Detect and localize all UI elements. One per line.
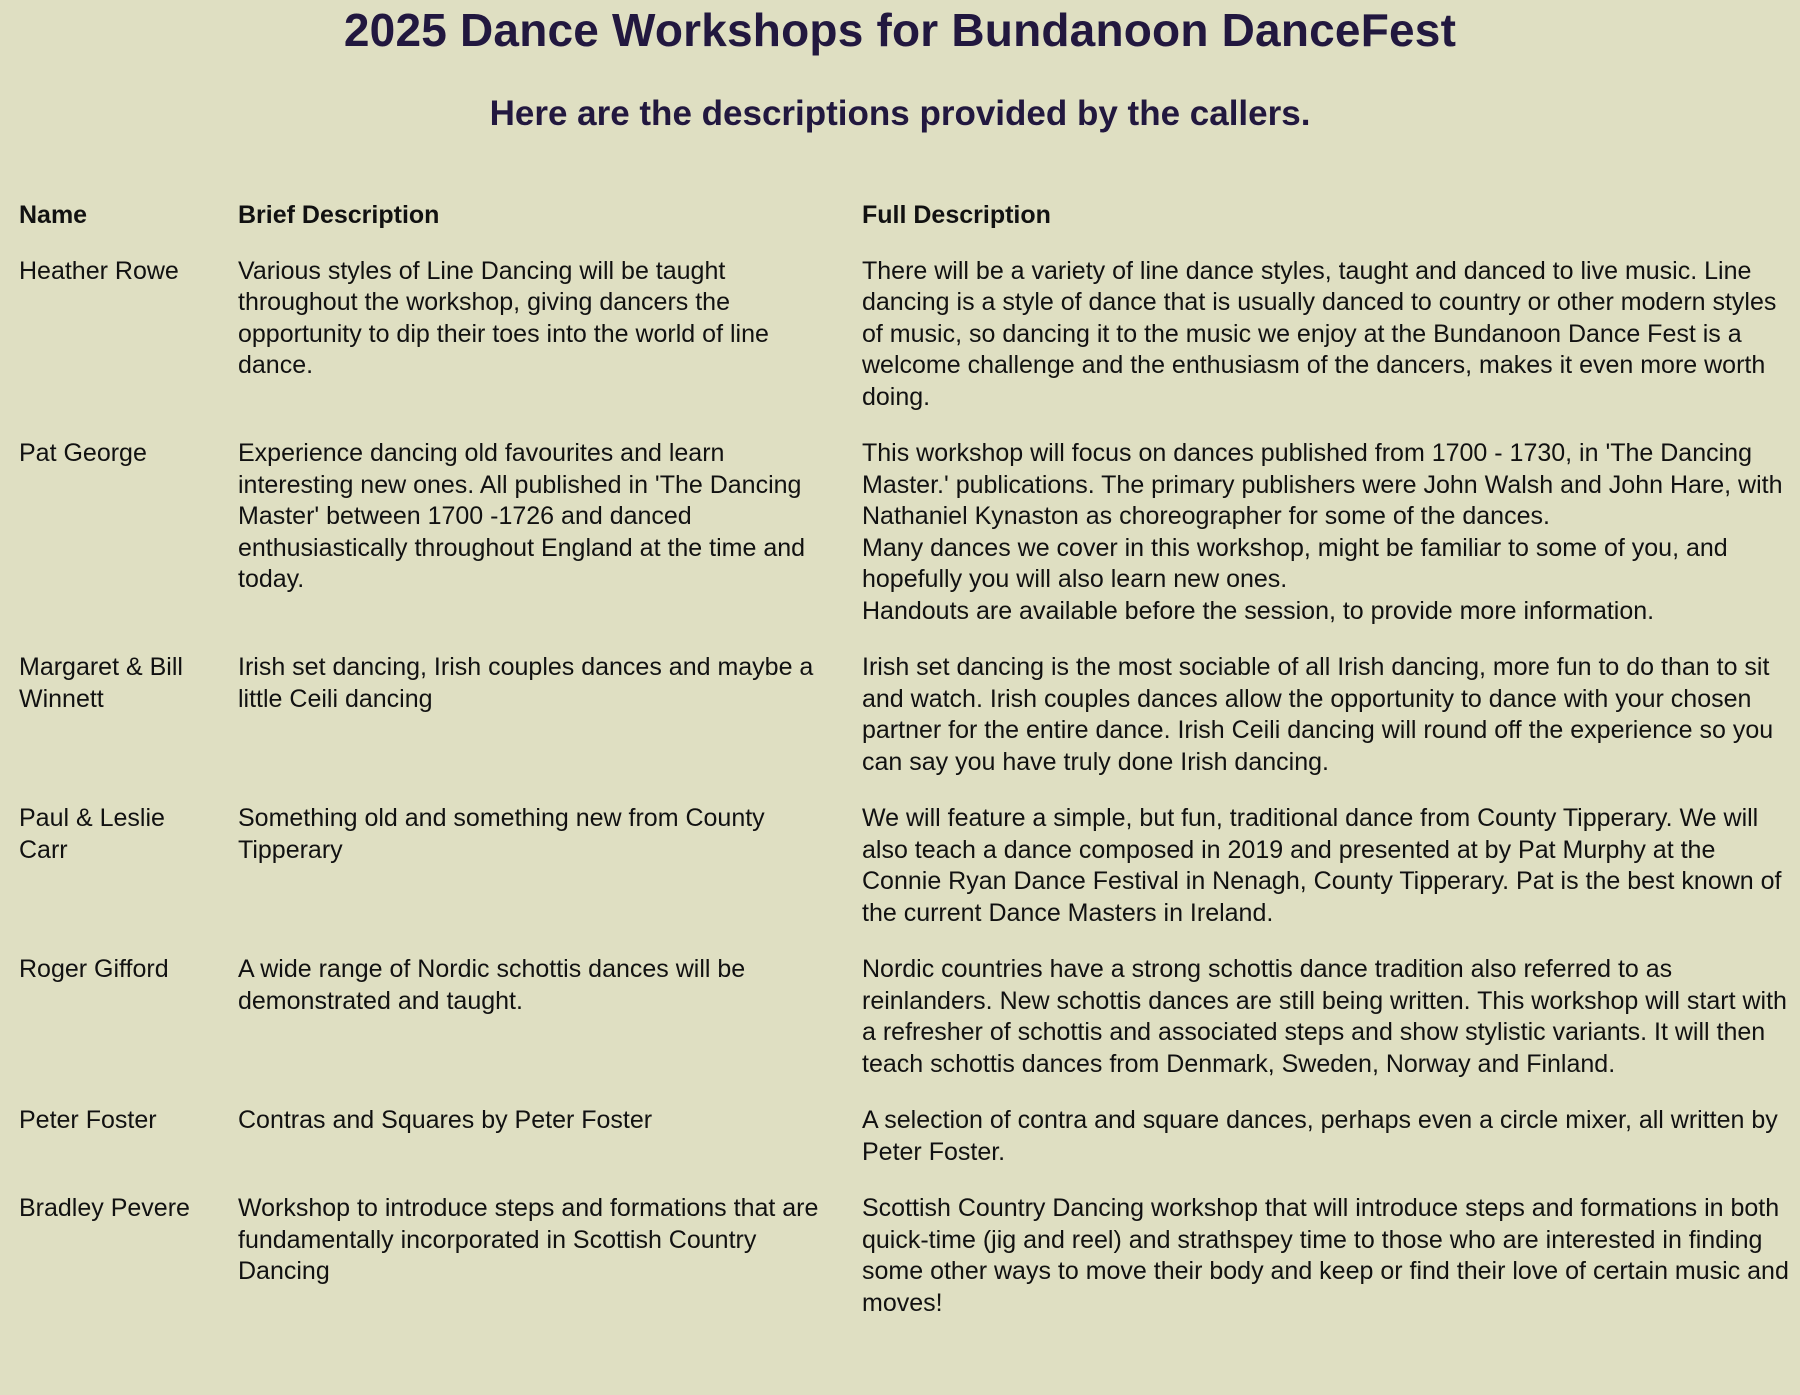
table-row bbox=[19, 954, 1789, 1105]
brief-description: Workshop to introduce steps and formations that are fundamentally incorporated in Scottish Country Dancing bbox=[238, 1194, 819, 1285]
full-description-paragraph: A selection of contra and square dances, perhaps even a circle mixer, all written by Peter Foster. bbox=[862, 1106, 1778, 1166]
caller-name: Paul & Leslie Carr bbox=[19, 804, 165, 864]
column-header-full-description: Full Description bbox=[862, 201, 1051, 229]
table-row bbox=[19, 1105, 1789, 1193]
full-description-paragraph: Handouts are available before the session, to provide more information. bbox=[862, 596, 1655, 625]
full-description-paragraph: Irish set dancing is the most sociable of all Irish dancing, more fun to do than to sit and watch. Irish couples dances allow the opportunity to dance with your chosen partner for the entire dance. Irish Ceili dancing will round off the experience so you can say you have truly done Irish dancing. bbox=[862, 653, 1774, 776]
caller-name: Pat George bbox=[19, 439, 147, 467]
full-description-paragraph: We will feature a simple, but fun, traditional dance from County Tipperary. We will also teach a dance composed in 2019 and presented at by Pat Murphy at the Connie Ryan Dance Festival in Nenagh, County Tipperary. Pat is the best known of the current Dance Masters in Ireland. bbox=[862, 804, 1782, 927]
brief-description: Something old and something new from County Tipperary bbox=[238, 804, 765, 864]
column-header-name: Name bbox=[19, 201, 88, 229]
table-row bbox=[19, 803, 1789, 954]
page-subtitle: Here are the descriptions provided by the callers. bbox=[489, 94, 1311, 133]
full-description bbox=[862, 1105, 1789, 1193]
page-title: 2025 Dance Workshops for Bundanoon DanceFest bbox=[343, 4, 1457, 56]
brief-description: Various styles of Line Dancing will be taught throughout the workshop, giving dancers the opportunity to dip their toes into the world of line dance. bbox=[238, 256, 769, 379]
caller-name: Roger Gifford bbox=[19, 955, 169, 983]
caller-name: Heather Rowe bbox=[19, 256, 179, 285]
table-row bbox=[19, 256, 1789, 439]
caller-name: Bradley Pevere bbox=[19, 1194, 190, 1222]
caller-name: Margaret & Bill Winnett bbox=[19, 653, 183, 713]
brief-description: A wide range of Nordic schottis dances will be demonstrated and taught. bbox=[238, 955, 746, 1015]
full-description-paragraph: Scottish Country Dancing workshop that will introduce steps and formations in both quick-time (jig and reel) and strathspey time to those who are interested in finding some other ways to move their body and keep or find their love of certain music and moves! bbox=[862, 1194, 1789, 1317]
full-description-paragraph: There will be a variety of line dance styles, taught and danced to live music. Line dancing is a style of dance that is usually danced to country or other modern styles of music, so dancing it to the music we enjoy at the Bundanoon Dance Fest is a welcome challenge and the enthusiasm of the dancers, makes it even more worth doing. bbox=[862, 256, 1777, 411]
full-description-paragraph: Many dances we cover in this workshop, might be familiar to some of you, and hopefully you will also learn new ones. bbox=[862, 533, 1728, 593]
workshop-rows bbox=[19, 256, 1789, 1345]
full-description bbox=[862, 803, 1789, 954]
table-header-row bbox=[19, 200, 1789, 256]
brief-description: Irish set dancing, Irish couples dances and maybe a little Ceili dancing bbox=[238, 653, 814, 713]
workshops-table bbox=[19, 200, 1789, 1344]
full-description bbox=[862, 1193, 1789, 1344]
column-header-brief-description: Brief Description bbox=[238, 201, 440, 229]
full-description bbox=[862, 652, 1789, 803]
full-description bbox=[862, 256, 1789, 439]
full-description-paragraph: Nordic countries have a strong schottis dance tradition also referred to as reinlanders. New schottis dances are still being written. This workshop will start with a refresher of schottis and associated steps and show stylistic variants. It will then teach schottis dances from Denmark, Sweden, Norway and Finland. bbox=[862, 955, 1787, 1078]
caller-name: Peter Foster bbox=[19, 1106, 157, 1134]
full-description bbox=[862, 954, 1789, 1105]
full-description-paragraph: This workshop will focus on dances published from 1700 - 1730, in 'The Dancing Master.' publications. The primary publishers were John Walsh and John Hare, with Nathaniel Kynaston as choreographer for some of the dances. bbox=[862, 439, 1783, 530]
table-row bbox=[19, 652, 1789, 803]
full-description bbox=[862, 438, 1789, 652]
table-row bbox=[19, 1193, 1789, 1344]
table-row bbox=[19, 438, 1789, 652]
brief-description: Contras and Squares by Peter Foster bbox=[238, 1106, 653, 1134]
brief-description: Experience dancing old favourites and learn interesting new ones. All published in 'The Dancing Master' between 1700 -1726 and danced enthusiastically throughout England at the time and today. bbox=[238, 439, 806, 593]
